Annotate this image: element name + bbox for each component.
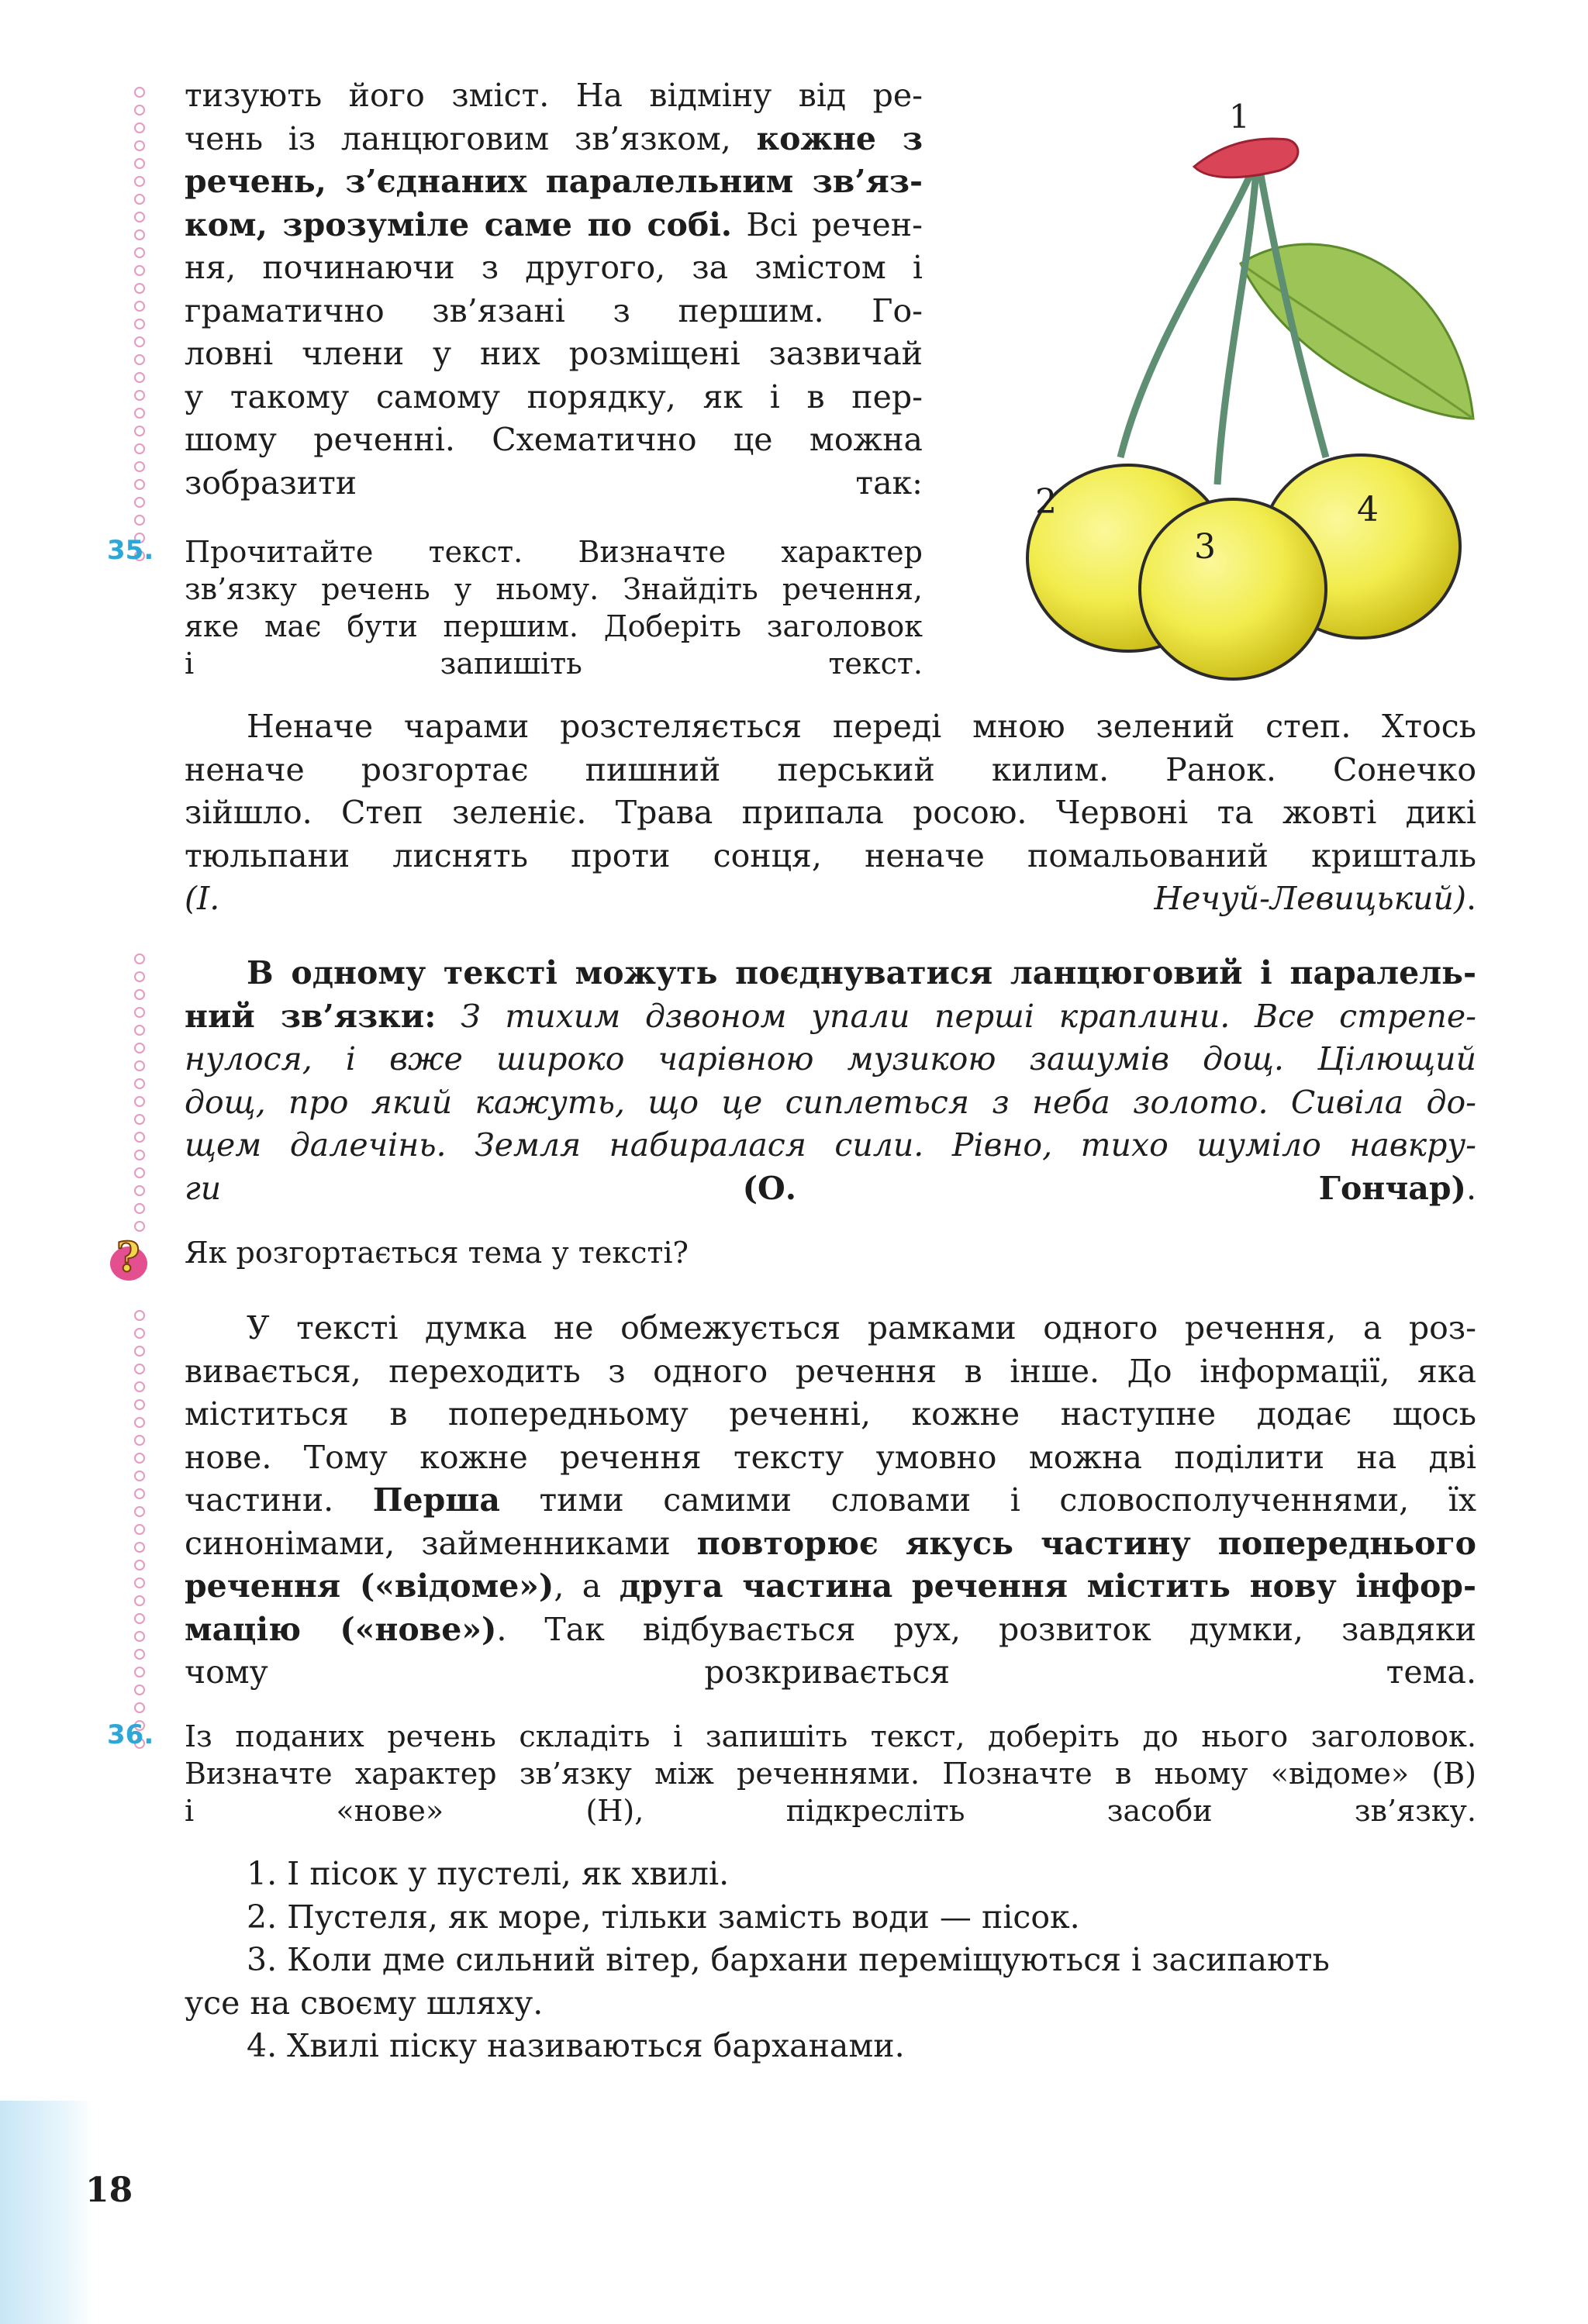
combo-line: В одному тексті можуть поєднуватися ланцюговий і паралель- [247, 954, 1476, 991]
leaf-shape [1241, 244, 1473, 419]
figure-label-4: 4 [1357, 490, 1379, 529]
question-icon [105, 1231, 155, 1287]
combo-line: нулося, і вже широко чарівною музикою зашумів дощ. Цілющий [185, 1040, 1476, 1078]
theory-line: мацію («нове»). Так відбувається рух, розвиток думки, завдяки [185, 1610, 1476, 1648]
stem-2 [1120, 171, 1252, 457]
text-line: тюльпани лиснять проти сонця, неначе помальований кришталь [185, 836, 1476, 874]
margin-markers-2 [133, 953, 146, 1239]
intro-line: ня, починаючи з другого, за змістом і [185, 249, 923, 286]
combo-line: щем далечінь. Земля набиралася сили. Рівно, тихо шуміло навкру- [185, 1126, 1476, 1164]
margin-markers-3 [133, 1310, 146, 1756]
intro-line: тизують його зміст. На відміну від ре- [185, 77, 923, 114]
intro-line: шому реченні. Схематично це можна [185, 421, 923, 458]
intro-line: чень із ланцюговим зв’язком, кожне з [185, 119, 923, 157]
exercise-35-text [185, 705, 1476, 921]
intro-line: у такому самому порядку, як і в пер- [185, 378, 923, 415]
intro-line: граматично зв’язані з першим. Го- [185, 291, 923, 329]
figure-label-1: 1 [1229, 98, 1250, 136]
text-line: неначе розгортає пишний перський килим. Ранок. Сонечко [185, 750, 1476, 788]
stem-top [1194, 139, 1298, 178]
exercise-36-task [185, 1718, 1476, 1829]
theory-line-last: чому розкривається тема. [185, 1653, 1476, 1691]
text-line: Неначе чарами розстеляється переді мною зелений степ. Хтось [247, 708, 1476, 745]
margin-markers-1 [133, 87, 146, 568]
exercise-35-number: 35. [107, 535, 154, 566]
sentence-item: 1. І пісок у пустелі, як хвилі. [247, 1855, 730, 1892]
page-number-tab [0, 2101, 93, 2324]
task-line: Визначте характер зв’язку між реченнями. Позначте в ньому «відоме» (В) [185, 1757, 1476, 1791]
sentence-item: 3. Коли дме сильний вітер, бархани переміщуються і засипають [247, 1941, 1330, 1978]
task-line: Прочитайте текст. Визначте характер [185, 535, 923, 569]
figure-label-2: 2 [1035, 482, 1057, 522]
page-number: 18 [85, 2171, 133, 2210]
combo-line: дощ, про який кажуть, що це сиплеться з неба золото. Сивіла до- [185, 1083, 1476, 1121]
cherry-3 [1140, 499, 1326, 679]
question-text: Як розгортається тема у тексті? [185, 1236, 689, 1270]
task-line: Із поданих речень складіть і запишіть текст, доберіть до нього заголовок. [185, 1719, 1476, 1753]
intro-line: ловні члени у них розміщені зазвичай [185, 335, 923, 372]
combo-line-last: ги (О. Гончар). [185, 1169, 1476, 1207]
theory-line: речення («відоме»), а друга частина речення містить нову інфор- [185, 1567, 1476, 1605]
intro-line: речень, з’єднаних паралельним зв’яз- [185, 163, 923, 200]
theory-line: міститься в попередньому реченні, кожне наступне додає щось [185, 1395, 1476, 1433]
svg-text:?: ? [116, 1234, 140, 1281]
task-line-last: і запишіть текст. [185, 647, 923, 681]
intro-line-last: зобразити так: [185, 464, 923, 502]
theory-paragraph [185, 1307, 1476, 1695]
combo-line: ний зв’язки: З тихим дзвоном упали перші краплини. Все стрепе- [185, 997, 1477, 1035]
intro-line: ком, зрозуміле саме по собі. Всі речен- [185, 205, 923, 243]
text-author: (І. Нечуй-Левицький). [185, 880, 1476, 917]
intro-paragraph [185, 74, 923, 505]
theory-line: синонімами, займенниками повторює якусь частину попереднього [185, 1524, 1476, 1562]
sentence-item: 4. Хвилі піску називаються барханами. [247, 2027, 905, 2064]
exercise-36-number: 36. [107, 1719, 154, 1750]
exercise-36-sentences [185, 1853, 1476, 2068]
task-line: зв’язку речень у ньому. Знайдіть речення, [185, 572, 923, 606]
sentence-item-continued: усе на своєму шляху. [185, 1984, 544, 2022]
task-line-last: і «нове» (Н), підкресліть засоби зв’язку. [185, 1794, 1476, 1828]
sentence-item: 2. Пустеля, як море, тільки замість води — пісок. [247, 1898, 1080, 1936]
cherry-diagram [961, 93, 1504, 682]
theory-line: вивається, переходить з одного речення в інше. До інформації, яка [185, 1352, 1476, 1390]
theory-line: частини. Перша тими самими словами і словосполученнями, їх [185, 1481, 1476, 1519]
stem-3 [1217, 171, 1256, 484]
exercise-35-task [185, 533, 923, 682]
figure-label-3: 3 [1194, 527, 1216, 567]
theory-line: У тексті думка не обмежується рамками одного речення, а роз- [247, 1309, 1476, 1346]
task-line: яке має бути першим. Доберіть заголовок [185, 609, 923, 643]
combination-paragraph [185, 952, 1476, 1210]
text-line: зійшло. Степ зеленіє. Трава припала росою. Червоні та жовті дикі [185, 794, 1476, 831]
theory-line: нове. Тому кожне речення тексту умовно можна поділити на дві [185, 1438, 1476, 1476]
